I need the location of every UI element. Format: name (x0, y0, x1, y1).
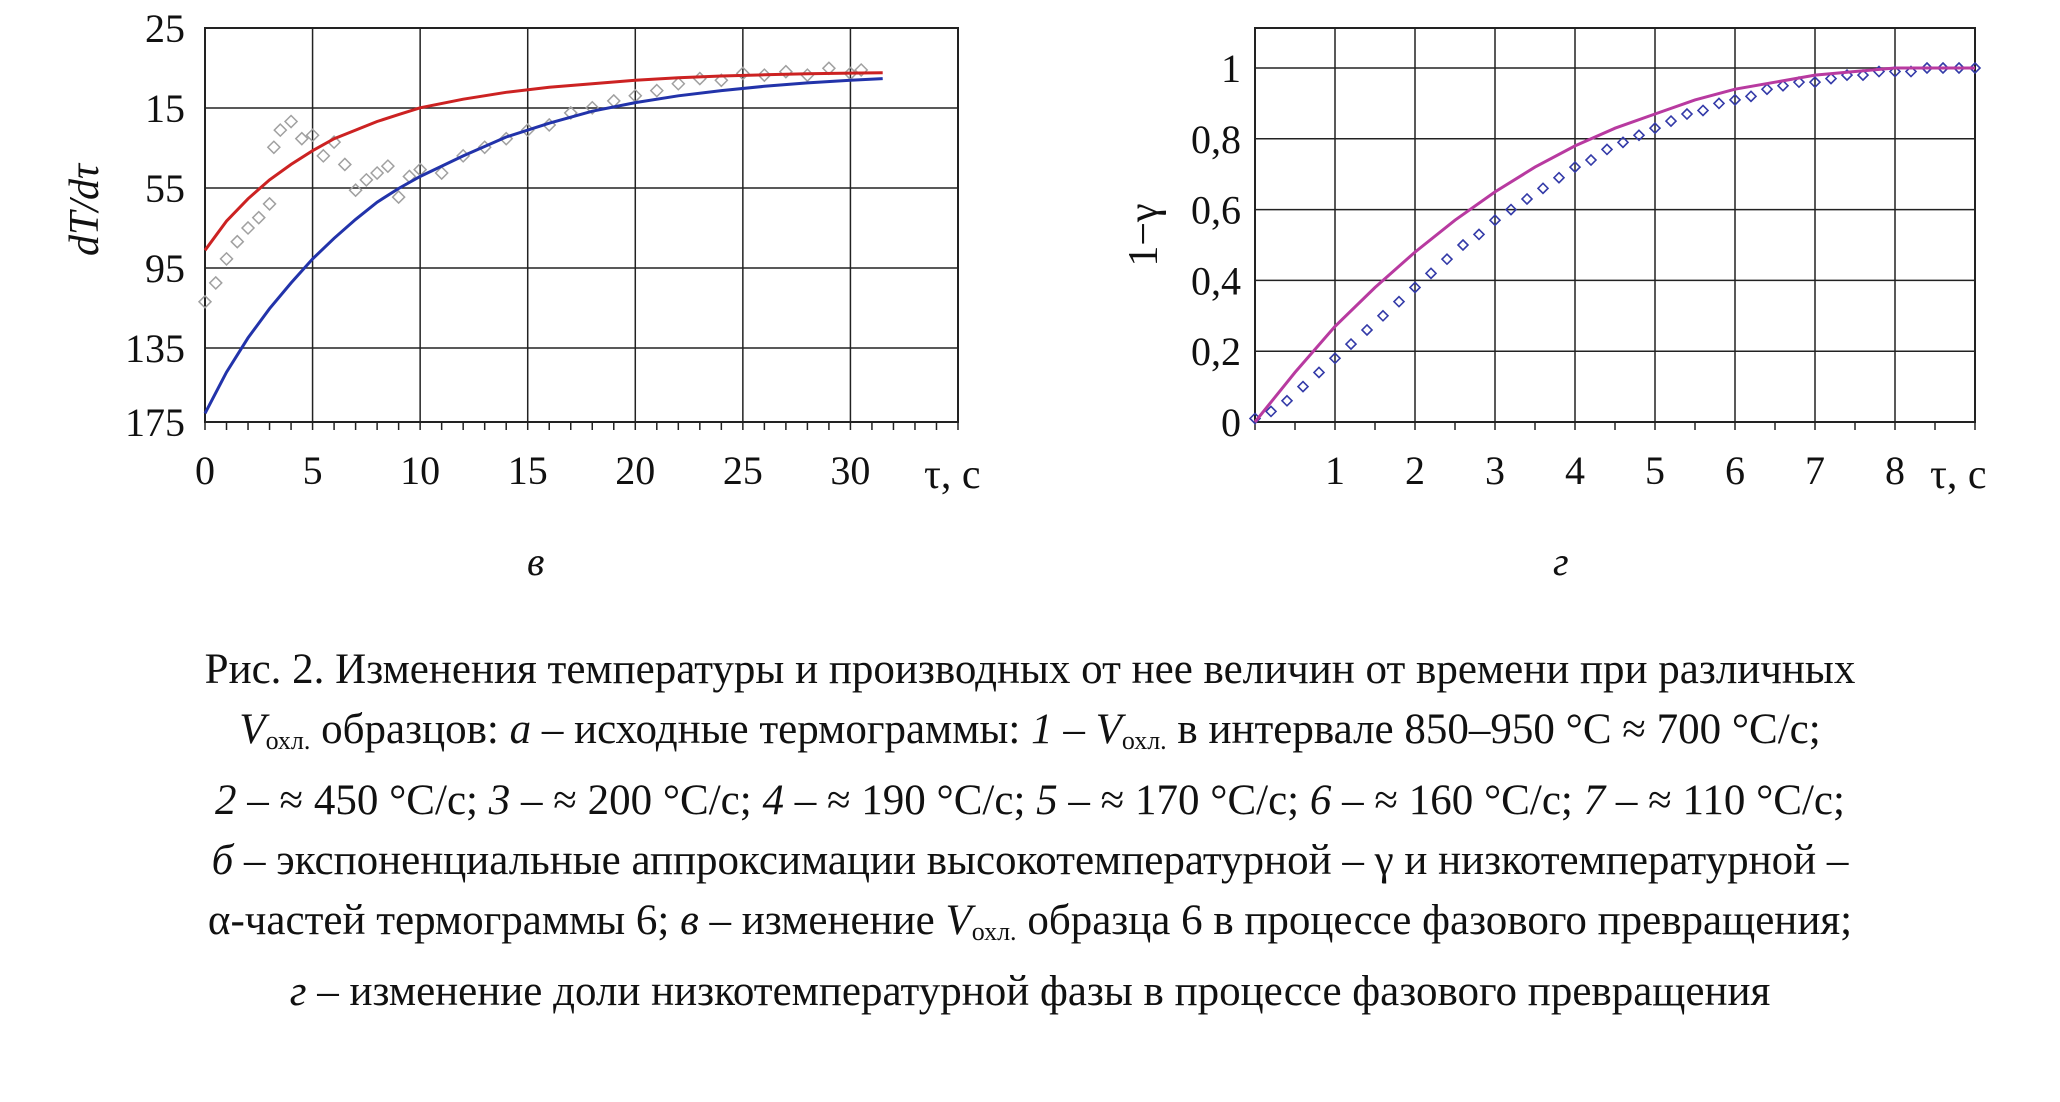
y-tick-labels (1191, 46, 1241, 445)
chart-panel-g (1121, 28, 1987, 584)
y-axis-label: dT/dτ (62, 163, 108, 257)
data-point (1554, 173, 1564, 183)
caption-sub: охл. (971, 917, 1017, 946)
data-series (1250, 63, 1980, 423)
data-point (1682, 109, 1692, 119)
panel-label-v: в (527, 539, 545, 584)
plot-frame (205, 28, 958, 422)
data-series (199, 62, 883, 413)
data-point (1394, 297, 1404, 307)
data-point (651, 85, 663, 97)
caption-line-6 (40, 962, 2020, 1022)
data-point (1474, 229, 1484, 239)
y-tick-label: 25 (145, 6, 185, 51)
caption-num: 6 (1309, 777, 1332, 824)
data-point (360, 174, 372, 186)
caption-text: – ≈ 160 °С/с; (1331, 777, 1584, 824)
data-point (371, 167, 383, 179)
caption-text: – ≈ 200 °С/с; (510, 777, 763, 824)
caption-text: – (1052, 706, 1096, 753)
caption-sub: охл. (1121, 726, 1167, 755)
x-tick-label: 3 (1485, 448, 1505, 493)
y-axis-label: 1−γ (1121, 203, 1167, 267)
data-point (1426, 268, 1436, 278)
caption-text: – изменение (698, 897, 946, 944)
panel-label-g: г (1553, 539, 1569, 584)
caption-var: V (1095, 706, 1122, 753)
data-point (274, 124, 286, 136)
x-tick-label: 5 (302, 448, 323, 493)
x-tick-label: 30 (830, 448, 871, 493)
data-point (780, 66, 792, 78)
data-point (1522, 194, 1532, 204)
caption-line-3 (40, 771, 2020, 831)
x-tick-labels (1325, 448, 1905, 493)
data-point (1602, 144, 1612, 154)
caption-text: – ≈ 170 °С/с; (1057, 777, 1310, 824)
y-tick-label: 15 (145, 86, 185, 131)
y-tick-label: 0,2 (1191, 329, 1241, 375)
chart-panel-v (62, 6, 981, 584)
caption-letter: в (680, 897, 699, 944)
x-tick-label: 20 (615, 448, 656, 493)
x-tick-label: 6 (1725, 448, 1745, 493)
data-point (242, 222, 254, 234)
data-point (350, 184, 362, 196)
y-tick-label: 0,4 (1191, 258, 1241, 304)
x-tick-label: 2 (1405, 448, 1425, 493)
data-point (285, 116, 297, 128)
data-point (268, 141, 280, 153)
caption-sub: охл. (265, 726, 311, 755)
data-point (1298, 382, 1308, 392)
caption-letter: б (211, 837, 234, 884)
x-tick-label: 4 (1565, 448, 1585, 493)
y-tick-label: 175 (125, 400, 185, 445)
y-tick-label: 95 (145, 246, 185, 291)
caption-var: V (945, 897, 972, 944)
data-point (1746, 91, 1756, 101)
caption-text: α-частей термограммы 6; (207, 897, 681, 944)
caption-text: образца 6 в процессе фазового превращения; (1016, 897, 1853, 944)
x-tick-label: 15 (507, 448, 548, 493)
data-point (1666, 116, 1676, 126)
data-point (1314, 367, 1324, 377)
data-point (296, 133, 308, 145)
y-tick-label: 0,8 (1191, 116, 1241, 162)
data-point (264, 198, 276, 210)
caption-line-2 (40, 700, 2020, 771)
y-tick-label: 135 (125, 326, 185, 371)
data-point (1586, 155, 1596, 165)
caption-text: – ≈ 450 °С/с; (236, 777, 489, 824)
data-point (1458, 240, 1468, 250)
grid-lines (1255, 28, 1975, 430)
x-tick-label: 5 (1645, 448, 1665, 493)
x-tick-label: 1 (1325, 448, 1345, 493)
x-tick-labels (195, 448, 870, 493)
data-point (1538, 183, 1548, 193)
data-point (672, 78, 684, 90)
caption-num: 3 (488, 777, 511, 824)
x-tick-label: 8 (1885, 448, 1905, 493)
data-point (1282, 396, 1292, 406)
caption-text: – ≈ 190 °С/с; (783, 777, 1037, 824)
x-axis-label: τ, с (1930, 452, 1987, 498)
y-tick-label: 0,6 (1191, 187, 1241, 233)
caption-text: – изменение доли низкотемпературной фазы в процессе фазового превращения (306, 968, 1771, 1015)
caption-line-5 (40, 891, 2020, 962)
caption-text: – ≈ 110 °С/с; (1605, 777, 1845, 824)
x-tick-label: 7 (1805, 448, 1825, 493)
data-point (210, 277, 222, 289)
x-tick-label: 10 (400, 448, 441, 493)
x-axis-label: τ, с (924, 452, 981, 498)
x-tick-label: 25 (722, 448, 763, 493)
figure-caption (40, 640, 2020, 1022)
caption-var: V (239, 706, 266, 753)
caption-line-1: Рис. 2. Изменения температуры и производных от нее величин от времени при различных (204, 646, 1856, 693)
data-point (253, 212, 265, 224)
y-tick-labels (125, 6, 185, 445)
y-tick-label: 1 (1221, 46, 1241, 91)
data-point (382, 160, 394, 172)
caption-text: образцов: (310, 706, 510, 753)
caption-line-4 (40, 831, 2020, 891)
series-line (205, 79, 883, 414)
x-tick-label: 0 (195, 448, 215, 493)
caption-num: 7 (1583, 777, 1606, 824)
caption-num: 2 (215, 777, 237, 824)
data-point (1362, 325, 1372, 335)
data-point (1346, 339, 1356, 349)
data-point (1378, 311, 1388, 321)
grid-lines (205, 28, 958, 430)
caption-num: 4 (762, 777, 784, 824)
caption-text: в интервале 850–950 °С ≈ 700 °С/с; (1166, 706, 1821, 753)
caption-text: – исходные термограммы: (531, 706, 1032, 753)
caption-letter: а (509, 706, 532, 753)
data-point (231, 236, 243, 248)
data-point (1714, 98, 1724, 108)
y-tick-label: 55 (145, 166, 185, 211)
data-point (1698, 105, 1708, 115)
caption-text: – экспоненциальные аппроксимации высокотемпературной – γ и низкотемпературной – (233, 837, 1849, 884)
data-point (694, 73, 706, 85)
y-tick-label: 0 (1221, 400, 1241, 445)
caption-num: 5 (1036, 777, 1058, 824)
data-point (317, 150, 329, 162)
series-line (205, 73, 883, 251)
data-point (339, 158, 351, 170)
data-point (221, 253, 233, 265)
series-line (1255, 68, 1975, 422)
plot-frame (1255, 28, 1975, 422)
data-point (1762, 84, 1772, 94)
caption-num: 1 (1031, 706, 1053, 753)
data-point (1442, 254, 1452, 264)
caption-letter: г (289, 968, 307, 1015)
